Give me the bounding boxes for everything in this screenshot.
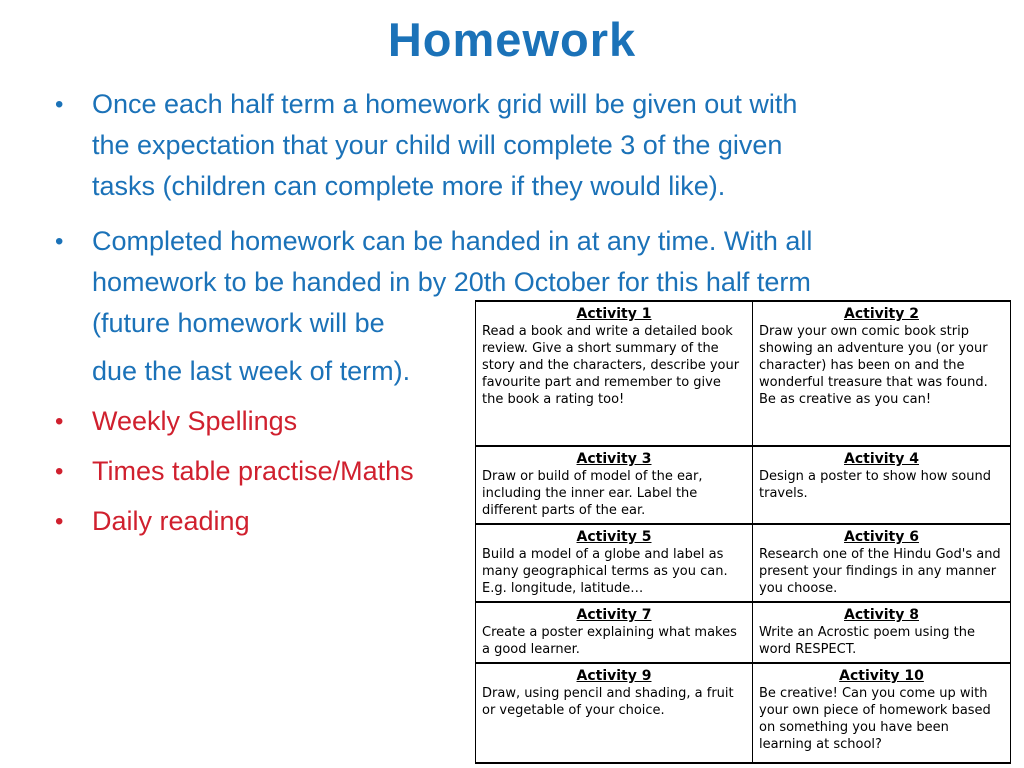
- activity-title: Activity 2: [844, 306, 919, 322]
- activity-body: Draw, using pencil and shading, a fruit or vegetable of your choice.: [482, 686, 734, 718]
- activity-cell: [753, 602, 1011, 663]
- bullet-marker-icon: •: [55, 228, 64, 255]
- activity-cell: [753, 524, 1011, 602]
- bullet-line: the expectation that your child will complete 3 of the given: [92, 130, 783, 160]
- table-row: [476, 602, 1011, 663]
- table-row: [476, 301, 1011, 446]
- bullet-line: Once each half term a homework grid will be given out with: [92, 89, 798, 119]
- activity-title: Activity 6: [844, 529, 919, 545]
- activity-title: Activity 7: [576, 607, 652, 623]
- activity-cell: [476, 663, 753, 763]
- bullet-line: Completed homework can be handed in at any time. With all: [92, 226, 813, 256]
- bullet-item: [55, 84, 955, 207]
- page-title: Homework: [387, 13, 637, 66]
- bullet-line: (future homework will be: [92, 308, 385, 338]
- bullet-line: due the last week of term).: [92, 356, 411, 386]
- activity-cell: [753, 663, 1011, 763]
- activity-cell: [753, 301, 1011, 446]
- bullet-marker-icon: •: [55, 458, 64, 485]
- activity-body: Write an Acrostic poem using the word RESPECT.: [759, 625, 975, 657]
- activity-title: Activity 5: [576, 529, 652, 545]
- bullet-line: homework to be handed in by 20th October for this half term: [92, 267, 811, 297]
- table-row: [476, 663, 1011, 763]
- activity-body: Build a model of a globe and label as many geographical terms as you can. E.g. longitude, latitude…: [482, 547, 728, 596]
- table-row: [476, 524, 1011, 602]
- activity-title: Activity 1: [576, 306, 652, 322]
- activity-title: Activity 8: [844, 607, 919, 623]
- bullet-marker-icon: •: [55, 508, 64, 535]
- table-row: [476, 446, 1011, 524]
- activity-table: [475, 300, 1011, 764]
- bullet-marker-icon: •: [55, 408, 64, 435]
- activity-cell: [753, 446, 1011, 524]
- activity-title: Activity 4: [844, 451, 919, 467]
- activity-title: Activity 9: [576, 668, 652, 684]
- activity-title: Activity 3: [576, 451, 652, 467]
- bullet-line: tasks (children can complete more if they would like).: [92, 171, 726, 201]
- activity-body: Draw your own comic book strip showing an adventure you (or your character) has been on and the wonderful treasure that was found. Be as creative as you can!: [759, 324, 988, 407]
- activity-body: Draw or build of model of the ear, including the inner ear. Label the different parts of the ear.: [482, 469, 703, 518]
- activity-cell: [476, 446, 753, 524]
- activity-body: Be creative! Can you come up with your own piece of homework based on something you have been learning at school?: [759, 686, 991, 752]
- activity-cell: [476, 602, 753, 663]
- bullet-text: [92, 84, 955, 207]
- bullet-line: Times table practise/Maths: [92, 456, 414, 486]
- activity-body: Read a book and write a detailed book review. Give a short summary of the story and the characters, describe your favourite part and remember to give the book a rating too!: [482, 324, 740, 407]
- bullet-line: Daily reading: [92, 506, 250, 536]
- activity-body: Create a poster explaining what makes a good learner.: [482, 625, 737, 657]
- activity-cell: [476, 301, 753, 446]
- activity-title: Activity 10: [839, 668, 924, 684]
- activity-body: Design a poster to show how sound travels.: [759, 469, 991, 501]
- bullet-line: Weekly Spellings: [92, 406, 298, 436]
- activity-body: Research one of the Hindu God's and present your findings in any manner you choose.: [759, 547, 1001, 596]
- activity-cell: [476, 524, 753, 602]
- bullet-marker-icon: •: [55, 91, 64, 118]
